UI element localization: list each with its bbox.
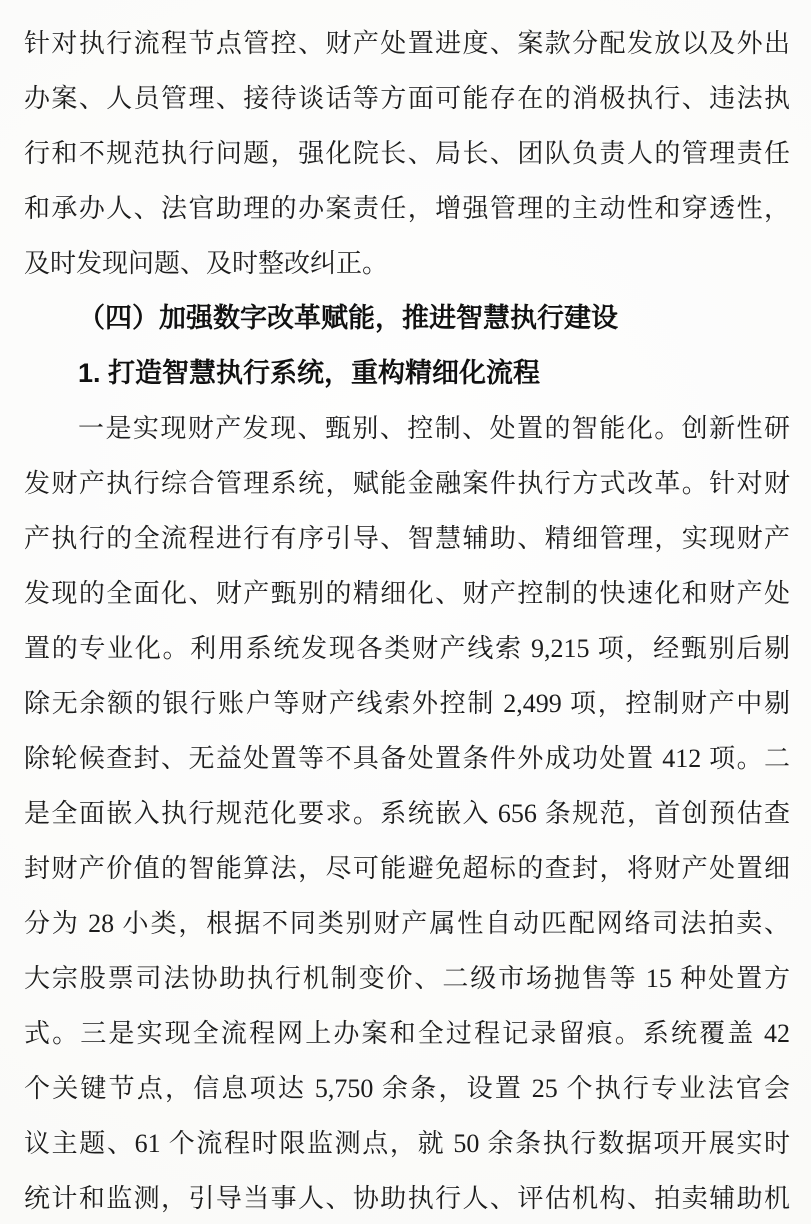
subsection-heading: 1. 打造智慧执行系统，重构精细化流程 [78, 358, 541, 388]
text-line: 除无余额的银行账户等财产线索外控制 2,499 项，控制财产中剔 [24, 689, 790, 718]
section-heading: （四）加强数字改革赋能，推进智慧执行建设 [78, 303, 618, 333]
text-line: 统计和监测，引导当事人、协助执行人、评估机构、拍卖辅助机 [24, 1184, 790, 1213]
text-line: 个关键节点，信息项达 5,750 余条，设置 25 个执行专业法官会 [24, 1074, 790, 1103]
text-line: 针对执行流程节点管控、财产处置进度、案款分配发放以及外出 [24, 29, 790, 58]
text-line: 封财产价值的智能算法，尽可能避免超标的查封，将财产处置细 [24, 854, 790, 883]
text-line: 行和不规范执行问题，强化院长、局长、团队负责人的管理责任 [24, 139, 790, 168]
text-line: 产执行的全流程进行有序引导、智慧辅助、精细管理，实现财产 [24, 524, 790, 553]
paragraph-body [24, 401, 790, 1224]
text-line: 发现的全面化、财产甄别的精细化、财产控制的快速化和财产处 [24, 579, 790, 608]
text-line: 和承办人、法官助理的办案责任，增强管理的主动性和穿透性， [24, 194, 790, 223]
text-line: 分为 28 小类，根据不同类别财产属性自动匹配网络司法拍卖、 [24, 909, 790, 938]
text-line: 是全面嵌入执行规范化要求。系统嵌入 656 条规范，首创预估查 [24, 799, 790, 828]
text-line: 除轮候查封、无益处置等不具备处置条件外成功处置 412 项。二 [24, 744, 790, 773]
paragraph-continuation [24, 16, 790, 291]
text-line: 一是实现财产发现、甄别、控制、处置的智能化。创新性研 [78, 414, 790, 443]
text-line: 议主题、61 个流程时限监测点，就 50 余条执行数据项开展实时 [24, 1129, 790, 1158]
text-line: 大宗股票司法协助执行机制变价、二级市场抛售等 15 种处置方 [24, 964, 790, 993]
text-line: 发财产执行综合管理系统，赋能金融案件执行方式改革。针对财 [24, 469, 790, 498]
text-line: 式。三是实现全流程网上办案和全过程记录留痕。系统覆盖 42 [24, 1019, 790, 1048]
text-line: 置的专业化。利用系统发现各类财产线索 9,215 项，经甄别后剔 [24, 634, 790, 663]
text-line: 办案、人员管理、接待谈话等方面可能存在的消极执行、违法执 [24, 84, 790, 113]
text-line: 及时发现问题、及时整改纠正。 [24, 249, 389, 278]
